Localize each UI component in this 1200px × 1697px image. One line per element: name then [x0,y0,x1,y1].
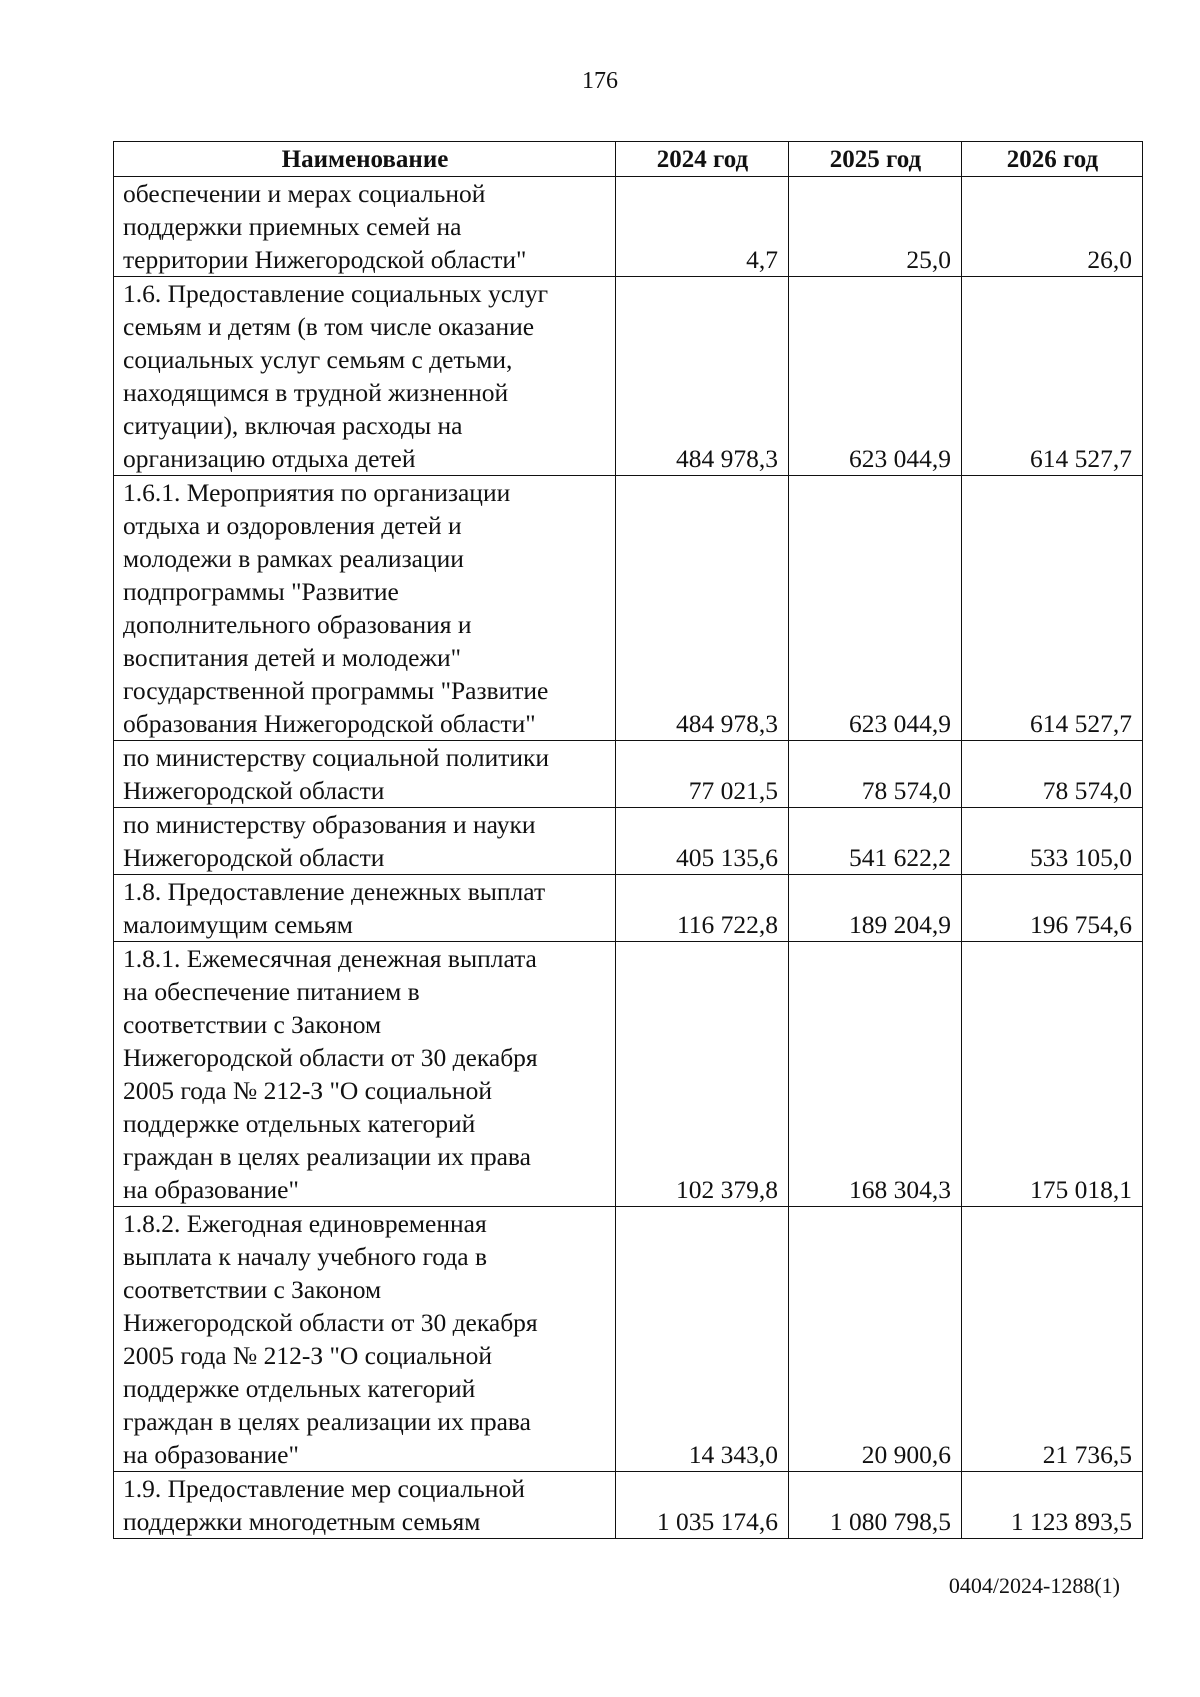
table-row [114,875,1143,942]
row-value-2025: 1 080 798,5 [789,1472,962,1539]
table-row [114,177,1143,277]
row-value-2024: 484 978,3 [616,277,789,476]
row-value-2025: 168 304,3 [789,942,962,1207]
row-value-2026: 1 123 893,5 [962,1472,1143,1539]
table-row [114,741,1143,808]
row-value-2024: 484 978,3 [616,476,789,741]
row-value-2024: 4,7 [616,177,789,277]
table-header [114,142,1143,177]
header-name: Наименование [114,142,616,177]
row-name-cell: 1.8.1. Ежемесячная денежная выплата на обеспечение питанием в соответствии с Законом Нижегородской области от 30 декабря 2005 года № 212-З "О социальной поддержке отдельных категорий граждан в целях реализации их права на образование" [114,942,616,1207]
row-value-2026: 26,0 [962,177,1143,277]
row-value-2025: 541 622,2 [789,808,962,875]
row-value-2026: 78 574,0 [962,741,1143,808]
row-value-2026: 533 105,0 [962,808,1143,875]
row-name-cell: 1.6. Предоставление социальных услуг семьям и детям (в том числе оказание социальных услуг семьям с детьми, находящимся в трудной жизненной ситуации), включая расходы на организацию отдыха детей [114,277,616,476]
row-name-cell: 1.9. Предоставление мер социальной поддержки многодетным семьям [114,1472,616,1539]
row-name-cell: по министерству образования и науки Нижегородской области [114,808,616,875]
header-2025: 2025 год [789,142,962,177]
page-number: 176 [582,68,618,94]
header-2024: 2024 год [616,142,789,177]
document-code: 0404/2024-1288(1) [948,1573,1120,1598]
table-row [114,808,1143,875]
budget-table [113,141,1143,1539]
row-value-2025: 623 044,9 [789,277,962,476]
row-value-2024: 1 035 174,6 [616,1472,789,1539]
table-row [114,1472,1143,1539]
row-value-2024: 77 021,5 [616,741,789,808]
row-value-2024: 116 722,8 [616,875,789,942]
row-name-cell: по министерству социальной политики Нижегородской области [114,741,616,808]
header-2026: 2026 год [962,142,1143,177]
row-value-2024: 405 135,6 [616,808,789,875]
table-body [114,177,1143,1539]
row-name-cell: 1.8. Предоставление денежных выплат малоимущим семьям [114,875,616,942]
row-name-cell: 1.6.1. Мероприятия по организации отдыха и оздоровления детей и молодежи в рамках реализации подпрограммы "Развитие дополнительного образования и воспитания детей и молодежи" государственной программы "Развитие образования Нижегородской области" [114,476,616,741]
row-value-2026: 175 018,1 [962,942,1143,1207]
row-value-2024: 102 379,8 [616,942,789,1207]
table-row [114,942,1143,1207]
row-value-2026: 21 736,5 [962,1207,1143,1472]
table-row [114,277,1143,476]
row-name-cell: обеспечении и мерах социальной поддержки приемных семей на территории Нижегородской области" [114,177,616,277]
row-value-2025: 25,0 [789,177,962,277]
row-value-2025: 623 044,9 [789,476,962,741]
table-row [114,1207,1143,1472]
row-value-2025: 189 204,9 [789,875,962,942]
row-value-2026: 196 754,6 [962,875,1143,942]
row-value-2026: 614 527,7 [962,476,1143,741]
row-value-2025: 20 900,6 [789,1207,962,1472]
row-value-2025: 78 574,0 [789,741,962,808]
row-name-cell: 1.8.2. Ежегодная единовременная выплата к началу учебного года в соответствии с Законом Нижегородской области от 30 декабря 2005 года № 212-З "О социальной поддержке отдельных категорий граждан в целях реализации их права на образование" [114,1207,616,1472]
row-value-2026: 614 527,7 [962,277,1143,476]
header-row [114,142,1143,177]
row-value-2024: 14 343,0 [616,1207,789,1472]
table-row [114,476,1143,741]
